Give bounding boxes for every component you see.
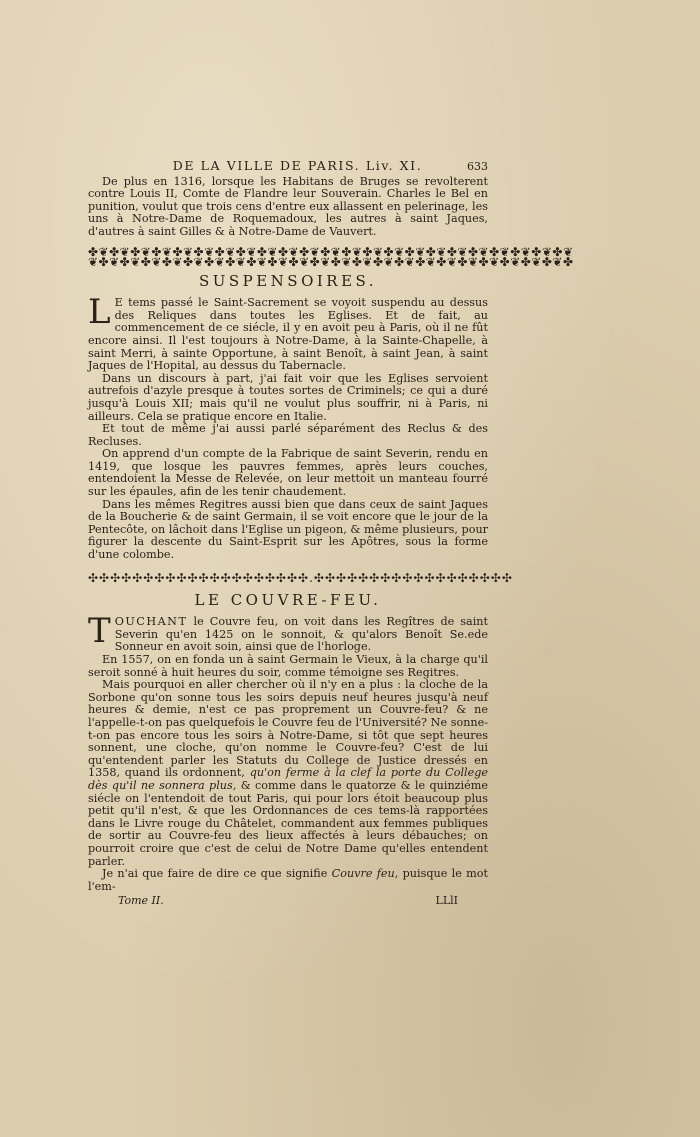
italic-quote: qu'on ferme à la clef la porte du College dès qu'il ne sonnera plus, [88, 766, 489, 792]
intro-paragraph: De plus en 1316, lorsque les Habitans de Bruges se revolterent contre Louis II, Comte de Flandre leur Souverain. Charles le Bel en punition, voulut que trois cens d'entre eux allassent en pelerinage, les uns à Notre-Dame de Roquemadoux, les autres à saint Jaques, d'autres à saint Gilles & à Notre-Dame de Vauvert. [88, 174, 488, 238]
paragraph-couvre-feu-4 [88, 868, 488, 893]
paragraph-text: E tems passé le Saint-Sacrement se voyoit suspendu au dessus des Reliques dans toutes les Eglises. Et de fait, au commencement de ce siécle, il y en avoit peu à Paris, où il ne fût encore ainsi. Il l'est toujours à Notre-Dame, à la Sainte-Chapelle, à saint Merri, à sainte Opportune, à saint Benoît, à saint Jean, à saint Jaques de l'Hopital, au dessus du Tabernacle. [88, 296, 488, 373]
ornament-band-top [88, 244, 574, 269]
paragraph-text: Mais pourquoi en aller chercher où il n'y en a plus : la cloche de la Sorbone qu'on sonne tous les soirs depuis neuf heures jusqu'à neuf heures & demie, n'est ce pas proprement un Couvre-feu? & ne l'appelle-t-on pas quelquefois le Couvre feu de l'Université? Ne sonne-t-on pas encore tous les soirs à Notre-Dame, si tôt que sept heures sonnent, une cloche, qu'on nomme le Couvre-feu? C'est de lui qu'entendent parler les Statuts du College de Justice dressés en 1358, quand ils ordonnent, [88, 678, 488, 780]
paragraph-text-cont: & comme dans le quatorze & le quinziéme siécle on l'entendoit de tout Paris, qui pour lors étoit beaucoup plus petit qu'il n'est, & que les Ordonnances de ces tems-là rapportées dans le Livre rouge du Châtelet, commandent aux femmes publiques de sortir au Couvre-feu des lieux affectés à leurs débauches; on pourroit croire que c'est de celui de Notre Dame qu'elles entendent parler. [88, 778, 488, 868]
first-word: OUCHANT [114, 615, 188, 629]
ornament-band-middle: ✣✣✣✣✣✣✣✣✣✣✣✣✣✣✣✣✣✣✣✣.✣✣✣✣✣✣✣✣✣✣✣✣✣✣✣✣✣✣ [88, 570, 513, 585]
italic-term: Couvre feu [331, 867, 395, 881]
section-heading-suspensoires: SUSPENSOIRES. [198, 271, 378, 290]
signature-mark: LLlI [435, 894, 458, 908]
paragraph-suspensoires-3: Et tout de même j'ai aussi parlé séparément des Reclus & des Recluses. [88, 422, 488, 448]
paragraph-couvre-feu-3 [88, 679, 488, 868]
paragraph-text: le Couvre feu, on voit dans les Regîtres de saint Severin qu'en 1425 on le sonnoit, & qu'alors Benoît Se.ede Sonneur en avoit soin, ainsi que de l'horloge. [114, 615, 488, 654]
volume-label: Tome II. [118, 894, 164, 908]
paragraph-suspensoires-5: Dans les mêmes Regitres aussi bien que dans ceux de saint Jaques de la Boucherie & de saint Germain, il se voit encore que le jour de la Pentecôte, on lâchoit dans l'Eglise un pigeon, & même plusieurs, pour figurer la descente du Saint-Esprit sur les Apôtres, sous la forme d'une colombe. [88, 497, 488, 562]
ornament-row-1: ✤❦✤❦✤❦✤❦✤❦✤❦✤❦✤❦✤❦✤❦✤❦✤❦✤❦✤❦✤❦✤❦✤❦✤❦✤❦✤❦✤❦✤❦✤❦ [88, 244, 574, 259]
page-footer [88, 895, 488, 908]
paragraph-suspensoires-1 [88, 292, 488, 373]
paragraph-couvre-feu-1 [88, 611, 488, 654]
paragraph-text-cont: , puisque le mot l'em- [88, 867, 489, 893]
section-heading-couvre-feu: LE COUVRE-FEU. [194, 590, 382, 609]
dropcap-t: T [88, 611, 111, 652]
paragraph-suspensoires-4: On apprend d'un compte de la Fabrique de saint Severin, rendu en 1419, que losque les pauvres femmes, après leurs couches, entendoient la Messe de Relevée, on leur mettoit un manteau fourré sur les épaules, afin de les tenir chaudement. [88, 447, 488, 499]
dropcap-l: L [88, 292, 111, 333]
ornament-row-2: ❦✤❦✤❦✤❦✤❦✤❦✤❦✤❦✤❦✤❦✤❦✤❦✤❦✤❦✤❦✤❦✤❦✤❦✤❦✤❦✤❦✤❦✤❦✤ [88, 254, 574, 269]
paragraph-text: Je n'ai que faire de dire ce que signifie [102, 867, 328, 881]
paragraph-suspensoires-2: Dans un discours à part, j'ai fait voir que les Eglises servoient autrefois d'azyle presque à toutes sortes de Criminels; ce qui a duré jusqu'à Louis XII; mais qu'il ne voulut plus souffrir, ni à Paris, ni ailleurs. Cela se pratique encore en Italie. [88, 371, 488, 423]
running-head [88, 160, 488, 174]
running-head-title: DE LA VILLE DE PARIS. Liv. XI. [172, 158, 423, 173]
paragraph-couvre-feu-2: En 1557, on en fonda un à saint Germain le Vieux, à la charge qu'il seroit sonné à huit heures du soir, comme témoigne ses Regitres. [88, 653, 488, 679]
page-number: 633 [467, 160, 488, 173]
text-block [88, 158, 574, 908]
